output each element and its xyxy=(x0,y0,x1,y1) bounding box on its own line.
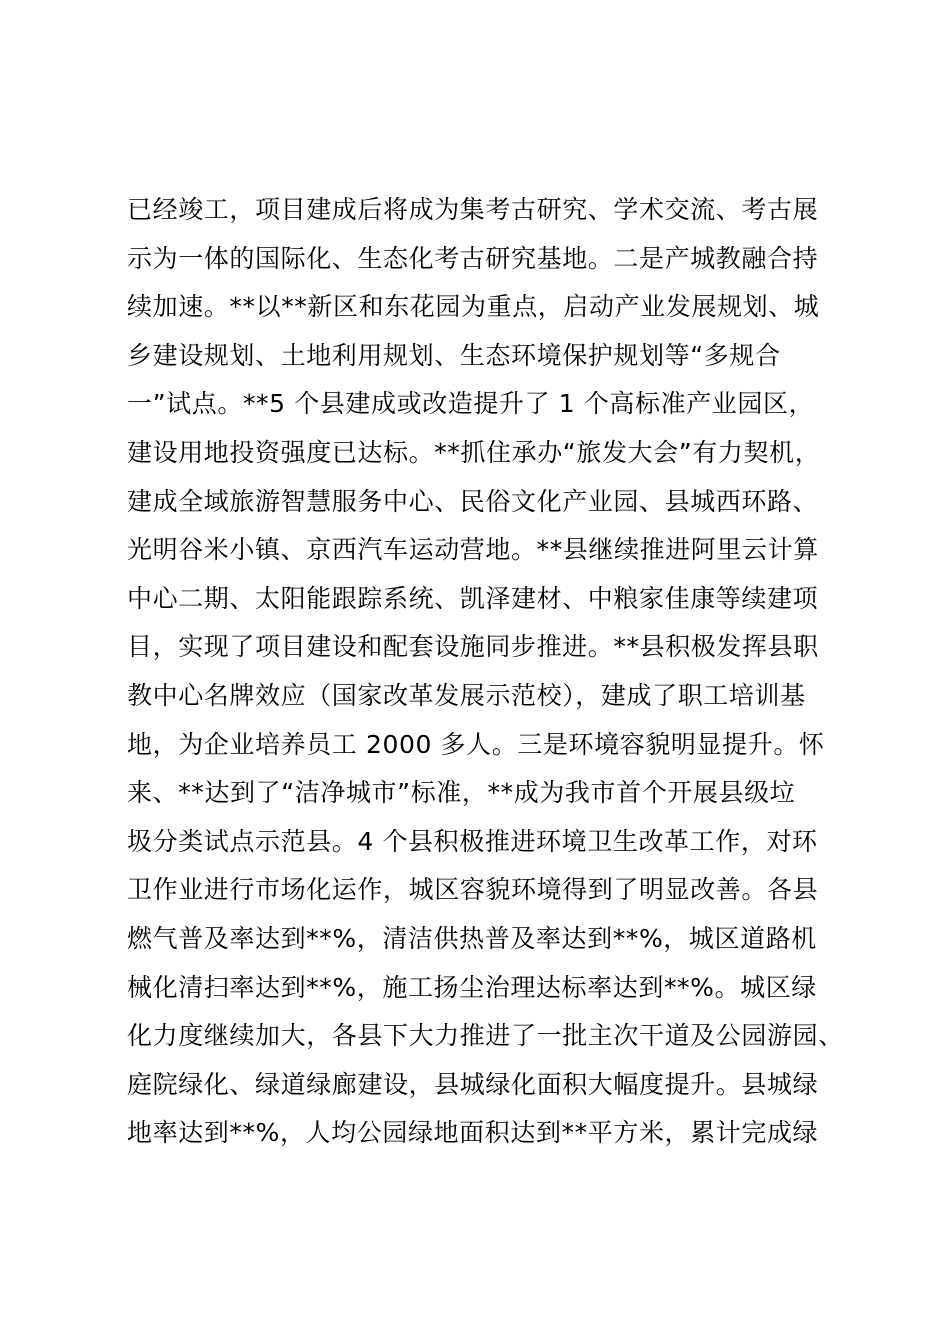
text-line: 示为一体的国际化、生态化考古研究基地。二是产城教融合持 xyxy=(127,243,819,273)
text-line: 化力度继续加大，各县下大力推进了一批主次干道及公园游园、 xyxy=(127,1021,844,1051)
text-line: 一”试点。**5 个县建成或改造提升了 1 个高标准产业园区， xyxy=(127,389,815,419)
text-line: 燃气普及率达到**%，清洁供热普及率达到**%，城区道路机 xyxy=(127,923,817,953)
text-line: 圾分类试点示范县。4 个县积极推进环境卫生改革工作，对环 xyxy=(127,826,818,856)
text-line: 中心二期、太阳能跟踪系统、凯泽建材、中粮家佳康等续建项 xyxy=(127,583,819,613)
text-line: 已经竣工，项目建成后将成为集考古研究、学术交流、考古展 xyxy=(127,195,819,224)
text-line: 庭院绿化、绿道绿廊建设，县城绿化面积大幅度提升。县城绿 xyxy=(127,1069,819,1099)
text-line: 建成全域旅游智慧服务中心、民俗文化产业园、县城西环路、 xyxy=(127,486,819,516)
body-paragraph xyxy=(127,186,847,1158)
text-line: 乡建设规划、土地利用规划、生态环境保护规划等“多规合 xyxy=(127,340,781,370)
text-line: 教中心名牌效应（国家改革发展示范校），建成了职工培训基 xyxy=(127,680,806,710)
text-line: 卫作业进行市场化运作，城区容貌环境得到了明显改善。各县 xyxy=(127,875,819,905)
text-line: 来、**达到了“洁净城市”标准，**成为我市首个开展县级垃 xyxy=(127,778,796,808)
text-line: 地率达到**%，人均公园绿地面积达到**平方米，累计完成绿 xyxy=(127,1118,819,1148)
text-line: 目，实现了项目建设和配套设施同步推进。**县积极发挥县职 xyxy=(127,632,819,662)
text-line: 光明谷米小镇、京西汽车运动营地。**县继续推进阿里云计算 xyxy=(127,535,819,565)
text-line: 械化清扫率达到**%，施工扬尘治理达标率达到**%。城区绿 xyxy=(127,972,817,1002)
text-line: 地，为企业培养员工 2000 多人。三是环境容貌明显提升。怀 xyxy=(127,729,825,759)
text-line: 建设用地投资强度已达标。**抓住承办“旅发大会”有力契机， xyxy=(127,437,821,467)
text-line: 续加速。**以**新区和东花园为重点，启动产业发展规划、城 xyxy=(127,292,820,322)
